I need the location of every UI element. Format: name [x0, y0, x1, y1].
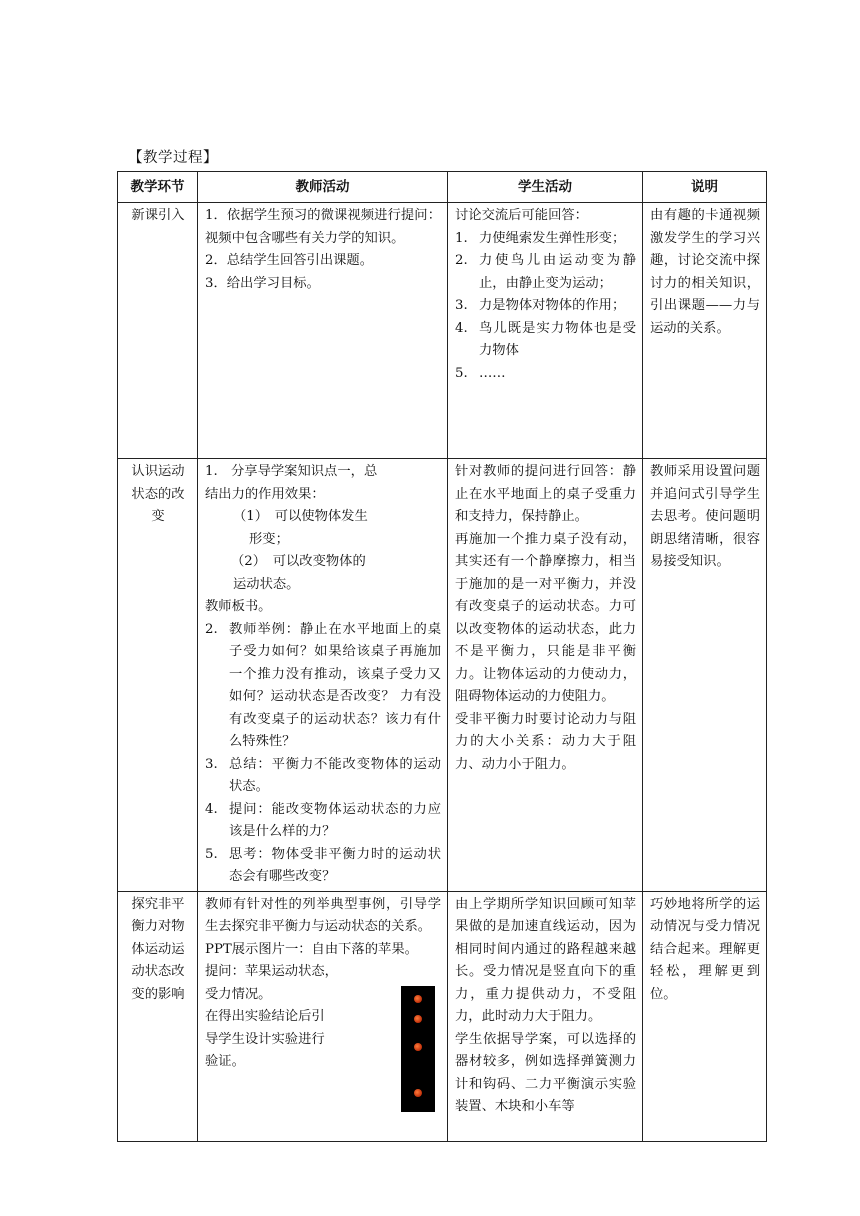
stage-cell: 认识运动状态的改变	[118, 459, 198, 892]
item-text: 总结：平衡力不能改变物体的运动状态。	[229, 756, 441, 794]
list-item	[455, 363, 636, 386]
list-item	[455, 295, 636, 318]
teacher-line: 1．依据学生预习的微课视频进行提问：视频中包含哪些有关力学的知识。	[205, 208, 441, 246]
teacher-line: 结出力的作用效果：	[205, 486, 325, 502]
teaching-process-table	[117, 171, 767, 1142]
item-number: 4.	[205, 801, 218, 817]
apple-icon	[414, 1089, 422, 1097]
list-item	[455, 250, 636, 295]
item-text: ……	[479, 365, 506, 381]
header-stage: 教学环节	[118, 172, 198, 203]
item-number: 5.	[455, 365, 468, 381]
teacher-cell	[198, 203, 448, 459]
item-text: 力使鸟儿由运动变为静止，由静止变为运动；	[479, 253, 636, 291]
student-paragraph: 再施加一个推力桌子没有动，其实还有一个静摩擦力，相当于施加的是一对平衡力，并没有改变桌子的运动状态。力可以改变物体的运动状态，此力不是平衡力，只能是非平衡力。让物体运动的力使动力，阻碍物体运动的力使阻力。	[455, 531, 636, 704]
falling-apple-image	[401, 986, 435, 1112]
header-note: 说明	[643, 172, 767, 203]
item-text: 提问：能改变物体运动状态的力应该是什么样的力？	[229, 801, 441, 839]
teacher-line: （2） 可以改变物体的	[231, 554, 366, 569]
apple-icon	[414, 1043, 422, 1051]
table-header-row	[118, 172, 767, 203]
item-text: 教师举例：静止在水平地面上的桌子受力如何？如果给该桌子再施加一个推力没有推动，该桌子受力又如何？运动状态是否改变？ 力有没有改变桌子的运动状态？该力有什么特殊性？	[229, 621, 441, 749]
list-item	[205, 844, 441, 889]
student-paragraph: 由上学期所学知识回顾可知苹果做的是加速直线运动，因为相同时间内通过的路程越来越长。受力情况是竖直向下的重力，重力提供动力，不受阻力，此时动力大于阻力。	[455, 896, 636, 1024]
student-cell	[448, 459, 643, 892]
list-item	[205, 754, 441, 799]
item-number: 1.	[455, 230, 468, 246]
student-paragraph: 受非平衡力时要讨论动力与阻力的大小关系：动力大于阻力、动力小于阻力。	[455, 711, 636, 772]
teacher-line: 导学生设计实验进行	[205, 1031, 325, 1047]
section-title: 【教学过程】	[128, 150, 218, 166]
teacher-line: 受力情况。	[205, 986, 272, 1002]
list-item	[205, 799, 441, 844]
item-number: 2.	[205, 621, 218, 637]
header-student: 学生活动	[448, 172, 643, 203]
item-text: 力是物体对物体的作用；	[479, 298, 626, 313]
teacher-line: 教师板书。	[205, 599, 272, 614]
student-cell	[448, 203, 643, 459]
teacher-line: PPT展示图片一：自由下落的苹果。	[205, 941, 418, 957]
teacher-line: 1. 分享导学案知识点一，总	[205, 464, 378, 479]
student-paragraph: 针对教师的提问进行回答：静止在水平地面上的桌子受重力和支持力，保持静止。	[455, 464, 636, 524]
list-item	[205, 619, 441, 754]
list-item	[455, 318, 636, 363]
table-row	[118, 459, 767, 892]
note-cell: 由有趣的卡通视频激发学生的学习兴趣，讨论交流中探讨力的相关知识，引出课题——力与运动的关系。	[643, 203, 767, 459]
item-number: 2.	[455, 253, 468, 268]
item-number: 5.	[205, 846, 218, 862]
teacher-line: 验证。	[205, 1054, 245, 1069]
table-row	[118, 891, 767, 1141]
item-text: 力使绳索发生弹性形变；	[479, 230, 626, 246]
header-teacher: 教师活动	[198, 172, 448, 203]
item-number: 3.	[455, 298, 468, 313]
teacher-line: 在得出实验结论后引	[205, 1009, 325, 1024]
teacher-cell	[198, 891, 448, 1141]
item-number: 3.	[205, 756, 218, 772]
student-intro: 讨论交流后可能回答：	[455, 208, 588, 223]
teacher-line: 形变；	[249, 531, 289, 547]
teacher-line: （1） 可以使物体发生	[233, 509, 368, 524]
item-number: 4.	[455, 320, 468, 336]
stage-cell: 新课引入	[118, 203, 198, 459]
teacher-line: 教师有针对性的列举典型事例，引导学生去探究非平衡力与运动状态的关系。	[205, 896, 441, 934]
student-cell	[448, 891, 643, 1141]
note-cell: 巧妙地将所学的运动情况与受力情况结合起来。理解更轻松，理解更到位。	[643, 891, 767, 1141]
table-row	[118, 203, 767, 459]
teacher-line: 提问：苹果运动状态，	[205, 964, 338, 979]
student-paragraph: 学生依据导学案，可以选择的器材较多，例如选择弹簧测力计和钩码、二力平衡演示实验装置、木块和小车等	[455, 1031, 636, 1114]
teacher-cell	[198, 459, 448, 892]
teacher-line: 运动状态。	[233, 576, 300, 592]
list-item	[455, 228, 636, 251]
item-text: 思考：物体受非平衡力时的运动状态会有哪些改变？	[229, 846, 441, 884]
note-cell: 教师采用设置问题并追问式引导学生去思考。使问题明朗思绪清晰，很容易接受知识。	[643, 459, 767, 892]
item-text: 鸟儿既是实力物体也是受力物体	[479, 320, 636, 358]
teacher-line: 2．总结学生回答引出课题。	[205, 253, 374, 268]
stage-cell: 探究非平衡力对物体运动运动状态改变的影响	[118, 891, 198, 1141]
apple-icon	[414, 1015, 422, 1023]
apple-icon	[414, 995, 422, 1003]
teacher-line: 3．给出学习目标。	[205, 275, 320, 291]
